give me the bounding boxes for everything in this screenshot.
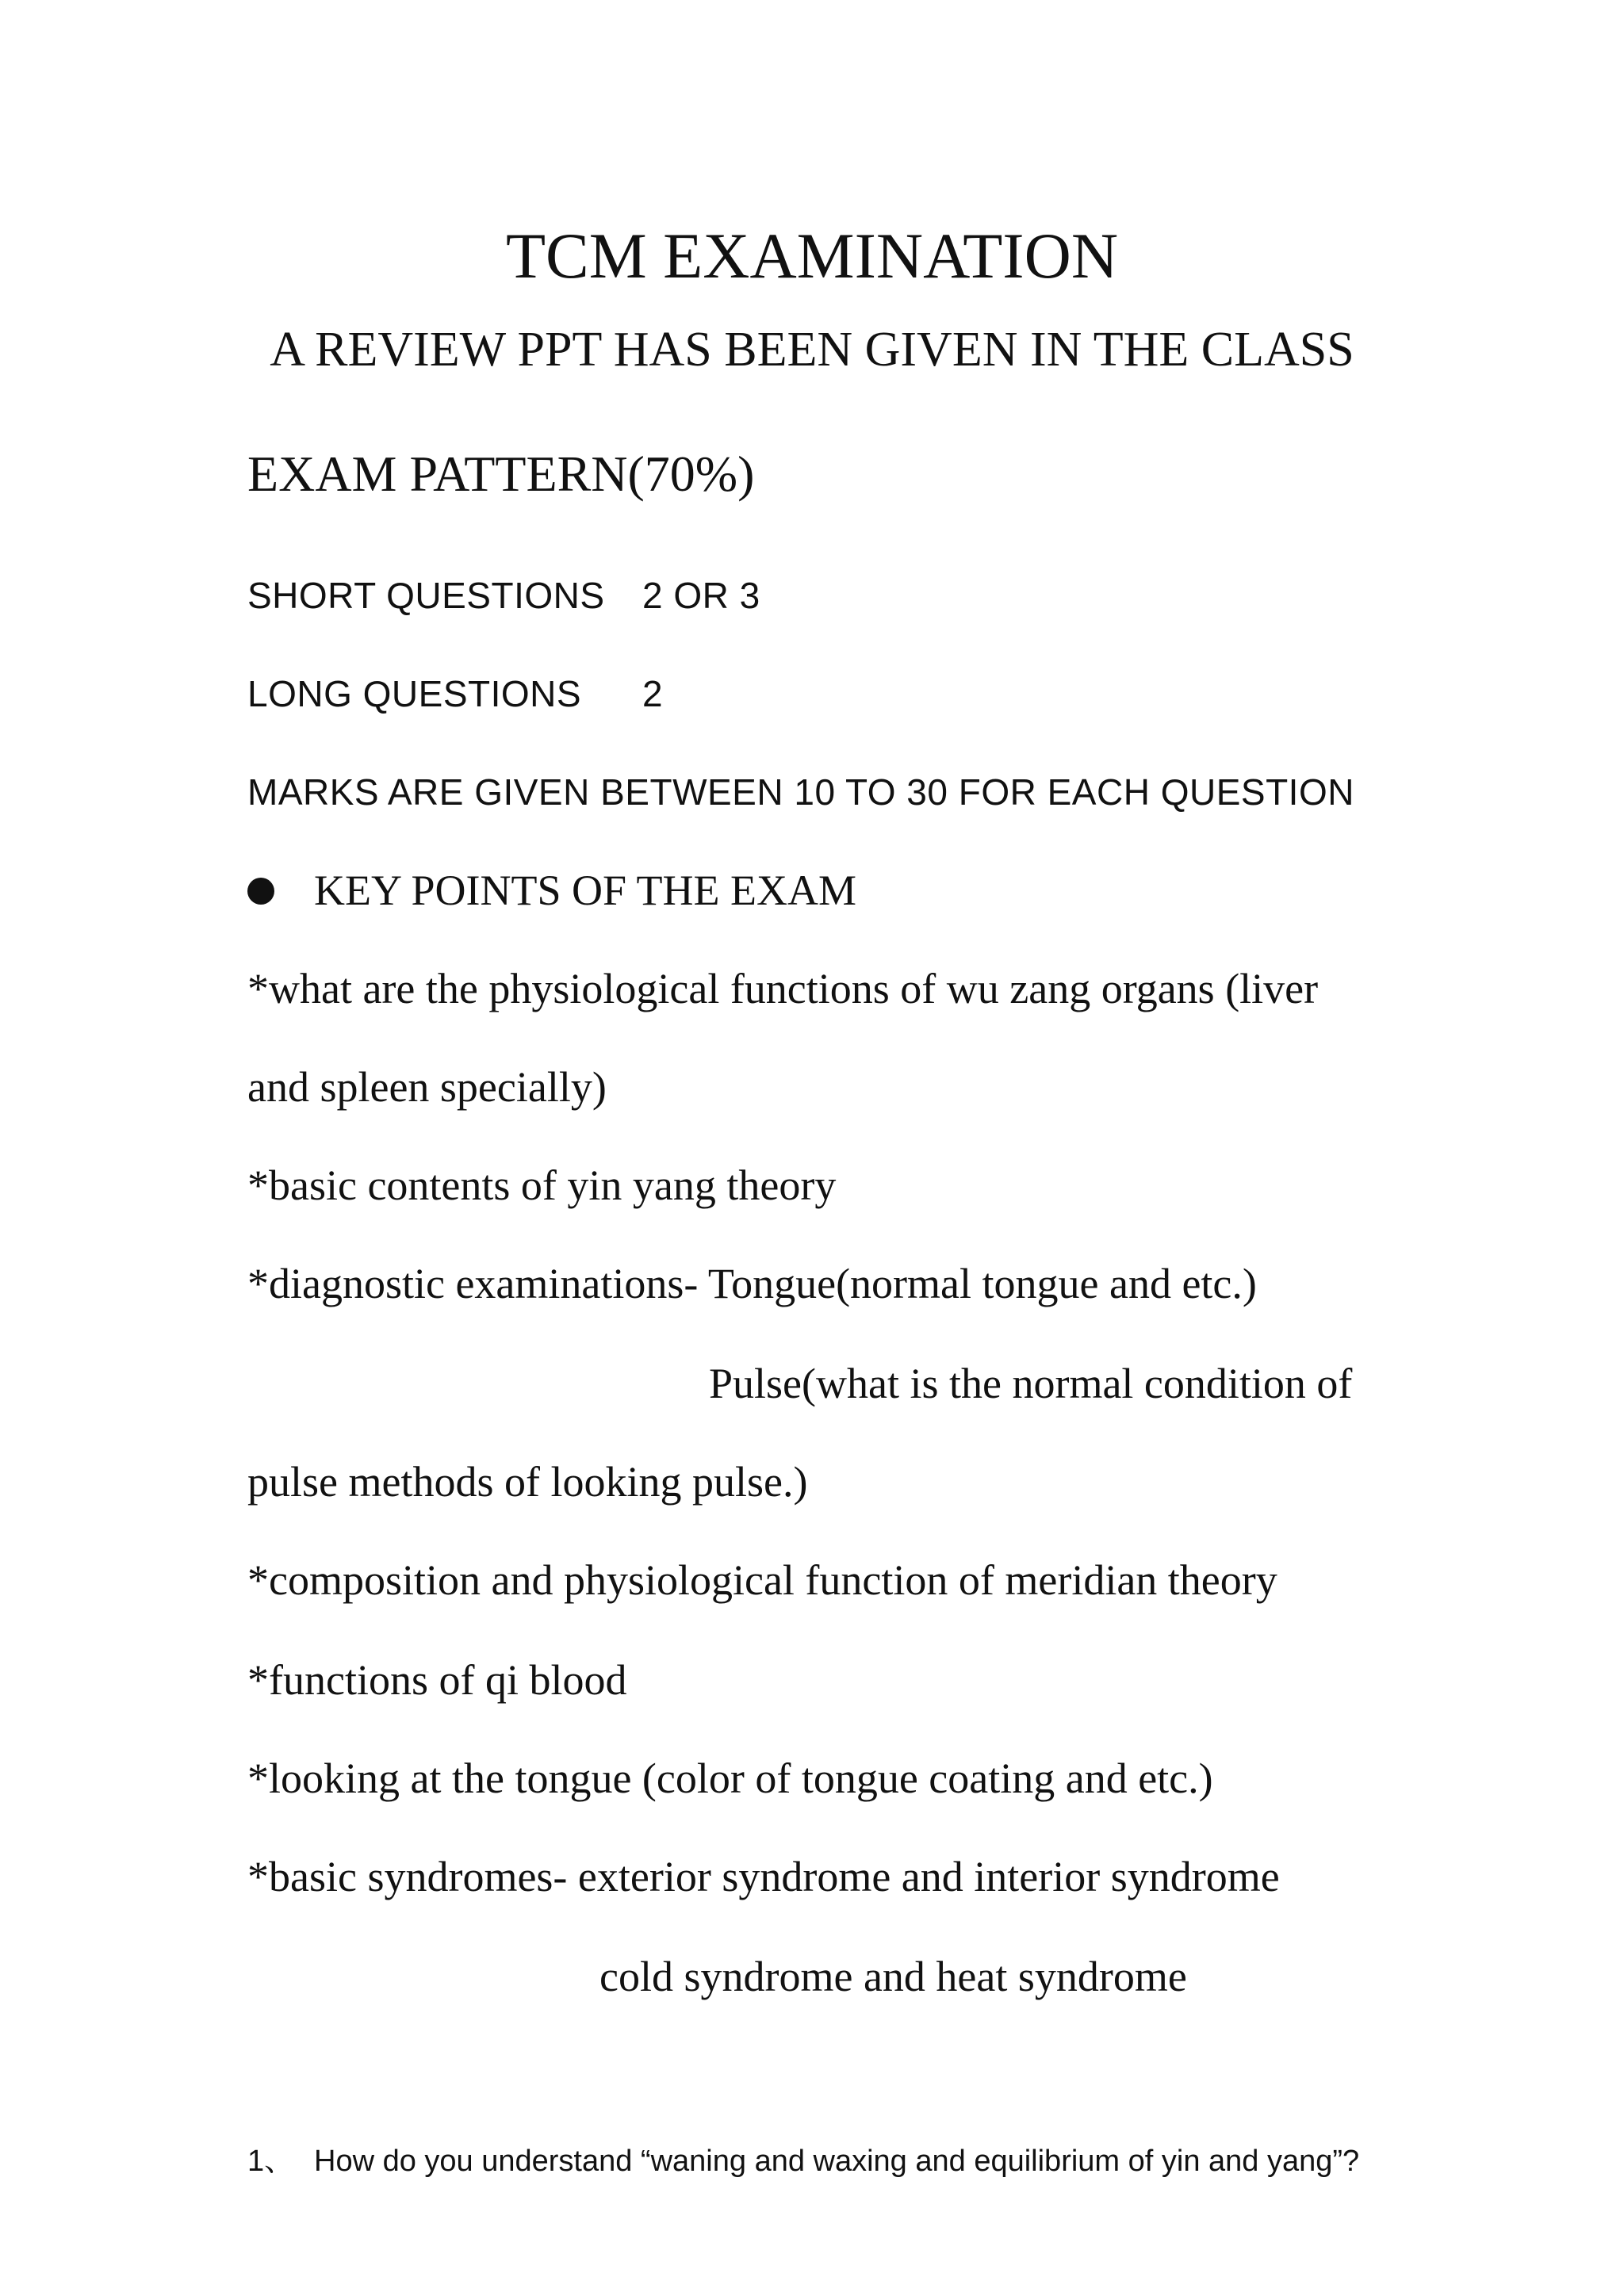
key-points-heading: KEY POINTS OF THE EXAM <box>314 867 857 914</box>
key-point-line: *looking at the tongue (color of tongue coating and etc.) <box>247 1755 1213 1802</box>
key-point-line: Pulse(what is the normal condition of <box>709 1360 1353 1407</box>
short-questions-label: SHORT QUESTIONS <box>247 575 605 616</box>
key-point-line: and spleen specially) <box>247 1063 607 1111</box>
document-title: TCM EXAMINATION <box>505 220 1119 292</box>
key-point-line: *diagnostic examinations- Tongue(normal tongue and etc.) <box>247 1260 1257 1307</box>
question-1 <box>247 2145 1360 2178</box>
document-subtitle: A REVIEW PPT HAS BEEN GIVEN IN THE CLASS <box>270 323 1354 377</box>
long-questions-label: LONG QUESTIONS <box>247 673 582 714</box>
key-point-line: *basic syndromes- exterior syndrome and interior syndrome <box>247 1853 1280 1900</box>
bullet-dot-icon <box>247 878 274 905</box>
key-point-line: pulse methods of looking pulse.) <box>247 1458 808 1506</box>
key-point-line: *functions of qi blood <box>247 1656 627 1704</box>
short-questions-value: 2 OR 3 <box>642 575 760 616</box>
question-text: How do you understand “waning and waxing and equilibrium of yin and yang”? <box>314 2145 1360 2178</box>
key-point-line: cold syndrome and heat syndrome <box>599 1953 1187 2000</box>
short-questions-row <box>247 575 760 616</box>
exam-pattern-heading: EXAM PATTERN(70%) <box>247 446 755 502</box>
question-number: 1、 <box>247 2145 295 2178</box>
key-point-line: *basic contents of yin yang theory <box>247 1161 837 1209</box>
key-point-line: *composition and physiological function of meridian theory <box>247 1556 1277 1604</box>
key-point-line: *what are the physiological functions of wu zang organs (liver <box>247 965 1319 1012</box>
long-questions-row <box>247 673 664 714</box>
marks-note: MARKS ARE GIVEN BETWEEN 10 TO 30 FOR EACH QUESTION <box>247 771 1354 813</box>
long-questions-value: 2 <box>642 673 664 714</box>
